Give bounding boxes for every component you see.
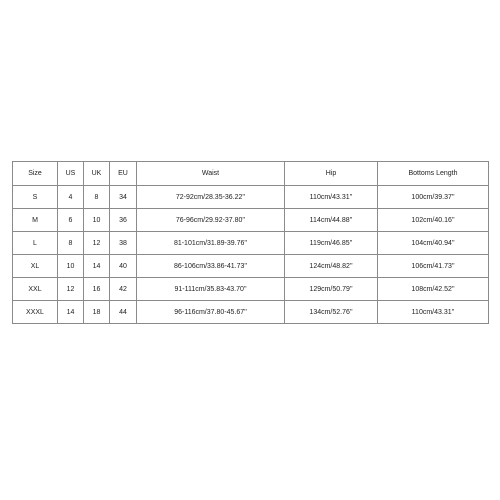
cell-uk: 16 bbox=[84, 278, 110, 301]
cell-uk: 8 bbox=[84, 186, 110, 209]
cell-size: XXL bbox=[13, 278, 58, 301]
cell-eu: 42 bbox=[110, 278, 137, 301]
header-hip: Hip bbox=[285, 162, 378, 186]
table-header-row bbox=[13, 162, 489, 186]
cell-eu: 44 bbox=[110, 301, 137, 324]
cell-bottoms-length: 106cm/41.73'' bbox=[378, 255, 489, 278]
cell-uk: 10 bbox=[84, 209, 110, 232]
cell-us: 10 bbox=[58, 255, 84, 278]
header-uk: UK bbox=[84, 162, 110, 186]
cell-waist: 76-96cm/29.92-37.80'' bbox=[137, 209, 285, 232]
cell-waist: 72-92cm/28.35-36.22'' bbox=[137, 186, 285, 209]
cell-hip: 124cm/48.82'' bbox=[285, 255, 378, 278]
header-us: US bbox=[58, 162, 84, 186]
cell-bottoms-length: 102cm/40.16'' bbox=[378, 209, 489, 232]
cell-us: 14 bbox=[58, 301, 84, 324]
cell-bottoms-length: 104cm/40.94'' bbox=[378, 232, 489, 255]
cell-us: 12 bbox=[58, 278, 84, 301]
header-eu: EU bbox=[110, 162, 137, 186]
cell-eu: 34 bbox=[110, 186, 137, 209]
cell-size: S bbox=[13, 186, 58, 209]
cell-bottoms-length: 100cm/39.37'' bbox=[378, 186, 489, 209]
cell-waist: 81-101cm/31.89-39.76'' bbox=[137, 232, 285, 255]
cell-waist: 96-116cm/37.80-45.67'' bbox=[137, 301, 285, 324]
cell-uk: 12 bbox=[84, 232, 110, 255]
cell-eu: 40 bbox=[110, 255, 137, 278]
cell-us: 4 bbox=[58, 186, 84, 209]
cell-size: XXXL bbox=[13, 301, 58, 324]
cell-size: L bbox=[13, 232, 58, 255]
cell-size: M bbox=[13, 209, 58, 232]
cell-bottoms-length: 108cm/42.52'' bbox=[378, 278, 489, 301]
table-row bbox=[13, 186, 489, 209]
table-row bbox=[13, 255, 489, 278]
cell-waist: 86-106cm/33.86-41.73'' bbox=[137, 255, 285, 278]
header-size: Size bbox=[13, 162, 58, 186]
cell-bottoms-length: 110cm/43.31'' bbox=[378, 301, 489, 324]
cell-us: 8 bbox=[58, 232, 84, 255]
table-row bbox=[13, 278, 489, 301]
cell-uk: 14 bbox=[84, 255, 110, 278]
cell-hip: 119cm/46.85'' bbox=[285, 232, 378, 255]
header-bottoms-length: Bottoms Length bbox=[378, 162, 489, 186]
cell-hip: 114cm/44.88'' bbox=[285, 209, 378, 232]
table-row bbox=[13, 232, 489, 255]
cell-waist: 91-111cm/35.83-43.70'' bbox=[137, 278, 285, 301]
cell-eu: 38 bbox=[110, 232, 137, 255]
size-chart-table bbox=[12, 161, 489, 324]
cell-uk: 18 bbox=[84, 301, 110, 324]
cell-size: XL bbox=[13, 255, 58, 278]
cell-hip: 129cm/50.79'' bbox=[285, 278, 378, 301]
table-row bbox=[13, 301, 489, 324]
cell-hip: 134cm/52.76'' bbox=[285, 301, 378, 324]
cell-eu: 36 bbox=[110, 209, 137, 232]
cell-hip: 110cm/43.31'' bbox=[285, 186, 378, 209]
cell-us: 6 bbox=[58, 209, 84, 232]
table-row bbox=[13, 209, 489, 232]
header-waist: Waist bbox=[137, 162, 285, 186]
